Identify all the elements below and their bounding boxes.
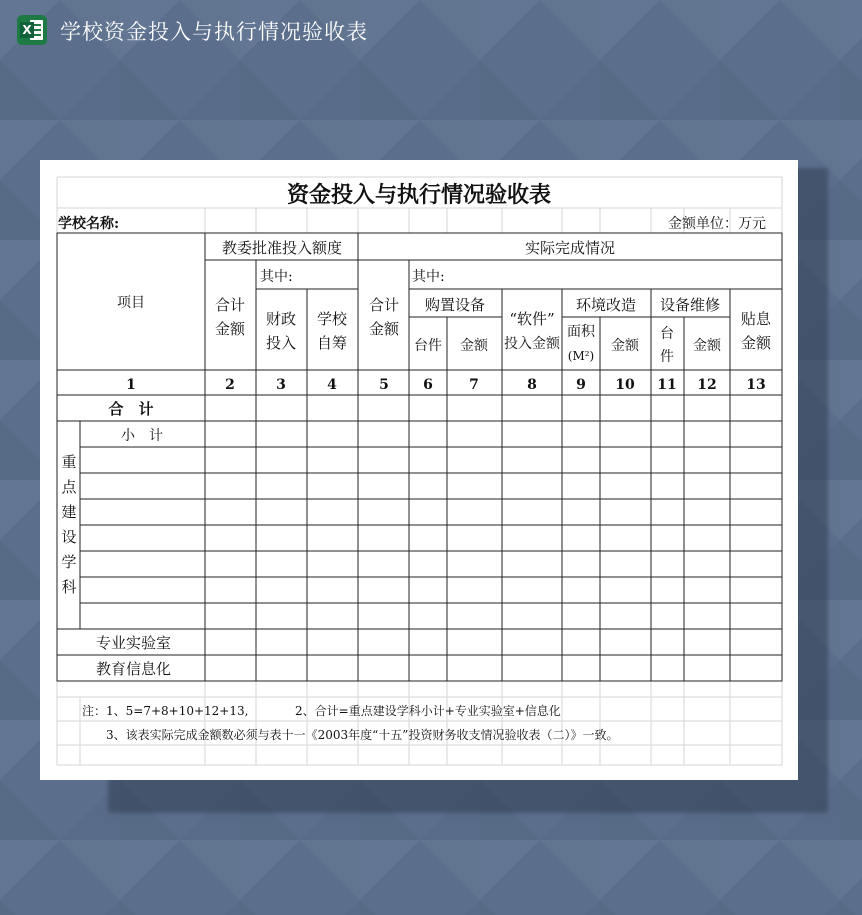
key-discipline-char: 设 <box>61 528 77 546</box>
column-number: 9 <box>576 377 586 393</box>
header-area-l1: 面积 <box>567 324 595 340</box>
header-total-amount-approved-l2: 金额 <box>214 320 246 338</box>
row-total: 合 计 <box>108 400 154 418</box>
column-number: 12 <box>697 377 717 393</box>
header-total-amount-actual-l2: 金额 <box>368 320 400 338</box>
school-name-label: 学校名称: <box>58 216 120 232</box>
app-header <box>0 0 862 70</box>
header-actual-group: 实际完成情况 <box>524 239 616 257</box>
header-subsidy-l2: 金额 <box>740 334 772 352</box>
unit-label: 金额单位：万元 <box>668 216 766 232</box>
row-subtotal: 小 计 <box>121 428 163 444</box>
column-number: 11 <box>657 377 677 393</box>
header-sets: 台件 <box>414 338 442 354</box>
header-of-which-approved: 其中: <box>260 269 293 285</box>
spreadsheet-table <box>40 160 798 780</box>
spreadsheet-paper <box>40 160 798 780</box>
column-number: 6 <box>423 377 433 393</box>
note-1: 注：1、5=7+8+10+12+13, <box>82 704 249 718</box>
row-info: 教育信息化 <box>96 660 172 678</box>
column-number: 1 <box>126 377 136 393</box>
header-sets-11-l2: 件 <box>660 349 674 365</box>
column-number: 10 <box>615 377 635 393</box>
header-amount-10: 金额 <box>611 338 639 354</box>
header-maint-group: 设备维修 <box>659 296 721 314</box>
header-software-l1: “软件” <box>509 310 555 328</box>
column-number: 13 <box>746 377 766 393</box>
column-number-row <box>126 377 766 393</box>
key-discipline-char: 学 <box>61 553 77 571</box>
note-2: 2、合计=重点建设学科小计+专业实验室+信息化 <box>295 704 561 718</box>
header-sets-11-l1: 台 <box>660 326 674 342</box>
column-number: 5 <box>379 377 389 393</box>
column-number: 3 <box>276 377 286 393</box>
row-key-discipline <box>61 453 77 596</box>
header-finance-l1: 财政 <box>265 310 297 328</box>
column-number: 7 <box>469 377 479 393</box>
header-approved-group: 教委批准投入额度 <box>221 239 343 257</box>
app-title: 学校资金投入与执行情况验收表 <box>60 20 368 44</box>
column-number: 8 <box>527 377 537 393</box>
header-total-amount-actual-l1: 合计 <box>368 296 400 314</box>
header-of-which-actual: 其中: <box>412 269 445 285</box>
header-total-amount-approved-l1: 合计 <box>214 296 246 314</box>
column-number: 2 <box>225 377 235 393</box>
header-area-l2: (M²) <box>567 349 595 363</box>
header-purchase-group: 购置设备 <box>424 296 486 314</box>
note-3: 3、该表实际完成金额数必须与表十一《2003年度“十五”投资财务收支情况验收表（二）》一致。 <box>106 728 619 742</box>
key-discipline-char: 重 <box>61 453 77 471</box>
header-software-l2: 投入金额 <box>504 336 560 352</box>
header-env-group: 环境改造 <box>575 296 637 314</box>
sheet-title: 资金投入与执行情况验收表 <box>286 182 552 208</box>
key-discipline-char: 点 <box>61 478 77 496</box>
header-self-raised-l1: 学校 <box>316 310 348 328</box>
header-self-raised-l2: 自筹 <box>316 334 348 352</box>
column-number: 4 <box>327 377 337 393</box>
excel-icon: X <box>17 15 47 45</box>
key-discipline-char: 建 <box>61 503 77 521</box>
header-subsidy-l1: 贴息 <box>740 310 772 328</box>
header-finance-l2: 投入 <box>265 334 297 352</box>
header-amount-12: 金额 <box>693 338 721 354</box>
header-amount-7: 金额 <box>460 338 488 354</box>
header-item: 项目 <box>117 295 145 311</box>
key-discipline-char: 科 <box>61 578 77 596</box>
row-lab: 专业实验室 <box>96 634 172 652</box>
